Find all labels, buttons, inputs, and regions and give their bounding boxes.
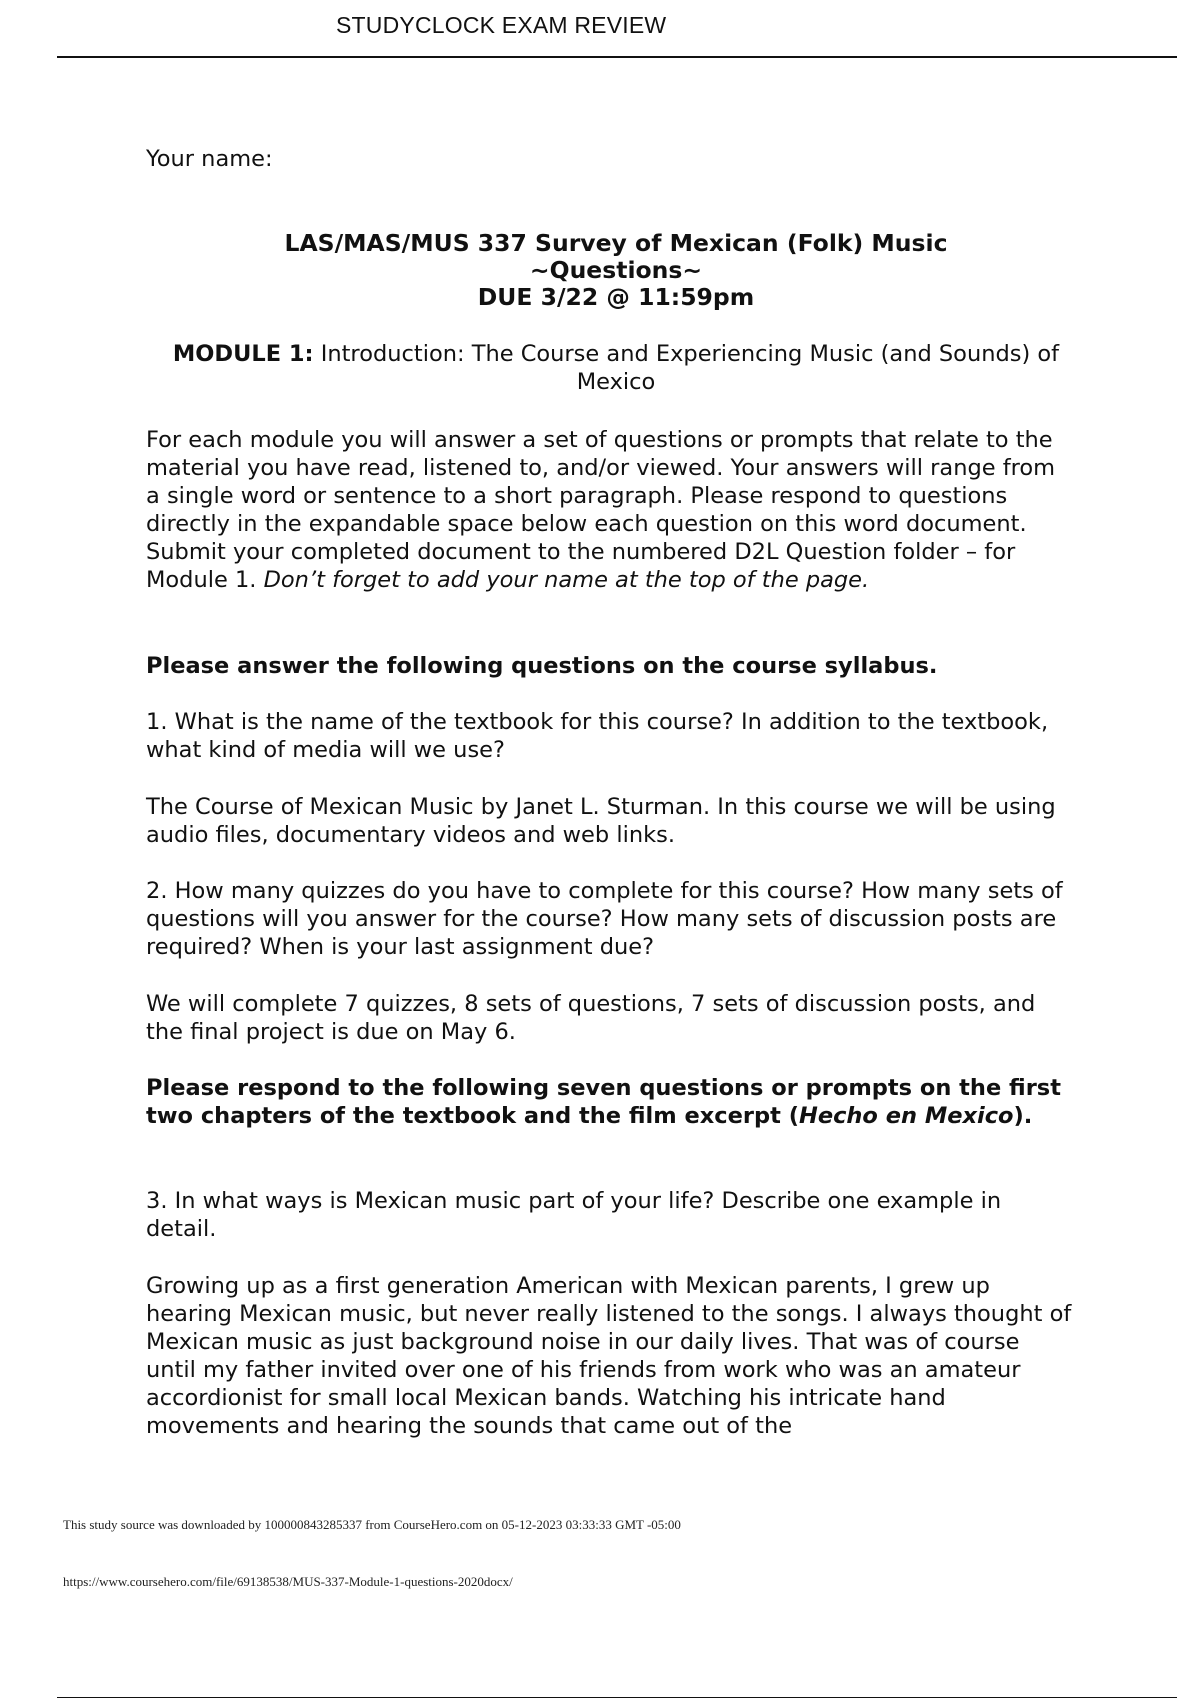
section2-heading [146, 1074, 1076, 1130]
footer-divider [57, 1697, 1177, 1698]
question-1: 1. What is the name of the textbook for this course? In addition to the textbook, what kind of media will we use? [146, 709, 1049, 763]
question-3: 3. In what ways is Mexican music part of your life? Describe one example in detail. [146, 1188, 1002, 1242]
film-title: Hecho en Mexico [798, 1103, 1014, 1129]
intro-italic-note: Don’t forget to add your name at the top of the page. [263, 567, 870, 593]
question-2: 2. How many quizzes do you have to complete for this course? How many sets of questions will you answer for the course? How many sets of discussion posts are required? When is your last assignment due? [146, 878, 1063, 960]
due-date: DUE 3/22 @ 11:59pm [477, 283, 755, 311]
module-title: Introduction: The Course and Experiencing Music (and Sounds) of Mexico [313, 341, 1060, 395]
answer-3: Growing up as a first generation American with Mexican parents, I grew up hearing Mexican music, but never really listened to the songs. I always thought of Mexican music as just background noise in our daily lives. That was of course until my father invited over one of his friends from work who was an amateur accordionist for small local Mexican bands. Watching his intricate hand movements and hearing the sounds that came out of the [146, 1273, 1072, 1439]
intro-paragraph [146, 426, 1076, 594]
section1-heading: Please answer the following questions on the course syllabus. [146, 653, 938, 679]
header-divider [57, 56, 1177, 58]
module-heading [146, 340, 1086, 396]
answer-1: The Course of Mexican Music by Janet L. Sturman. In this course we will be using audio files, documentary videos and web links. [146, 794, 1056, 848]
course-title: LAS/MAS/MUS 337 Survey of Mexican (Folk) Music [284, 229, 948, 257]
module-label: MODULE 1: [172, 341, 314, 367]
course-title-block [146, 230, 1086, 311]
questions-subtitle: ~Questions~ [529, 256, 703, 284]
name-label: Your name: [146, 146, 273, 172]
intro-text: For each module you will answer a set of questions or prompts that relate to the material you have read, listened to, and/or viewed. Your answers will range from a single word or sentence to a short paragraph. Please respond to questions directly in the expandable space below each question on this word document. Submit your completed document to the numbered D2L Question folder – for Module 1. [146, 427, 1056, 593]
answer-2: We will complete 7 quizzes, 8 sets of questions, 7 sets of discussion posts, and the final project is due on May 6. [146, 991, 1036, 1045]
source-url[interactable]: https://www.coursehero.com/file/69138538/MUS-337-Module-1-questions-2020docx/ [63, 1574, 513, 1589]
page-header-title: STUDYCLOCK EXAM REVIEW [336, 12, 667, 38]
download-source-note: This study source was downloaded by 100000843285337 from CourseHero.com on 05-12-2023 03:33:33 GMT -05:00 [63, 1517, 681, 1532]
section2-heading-end: ). [1013, 1103, 1033, 1129]
section2-heading-text: Please respond to the following seven questions or prompts on the first two chapters of the textbook and the film excerpt ( [146, 1075, 1061, 1129]
